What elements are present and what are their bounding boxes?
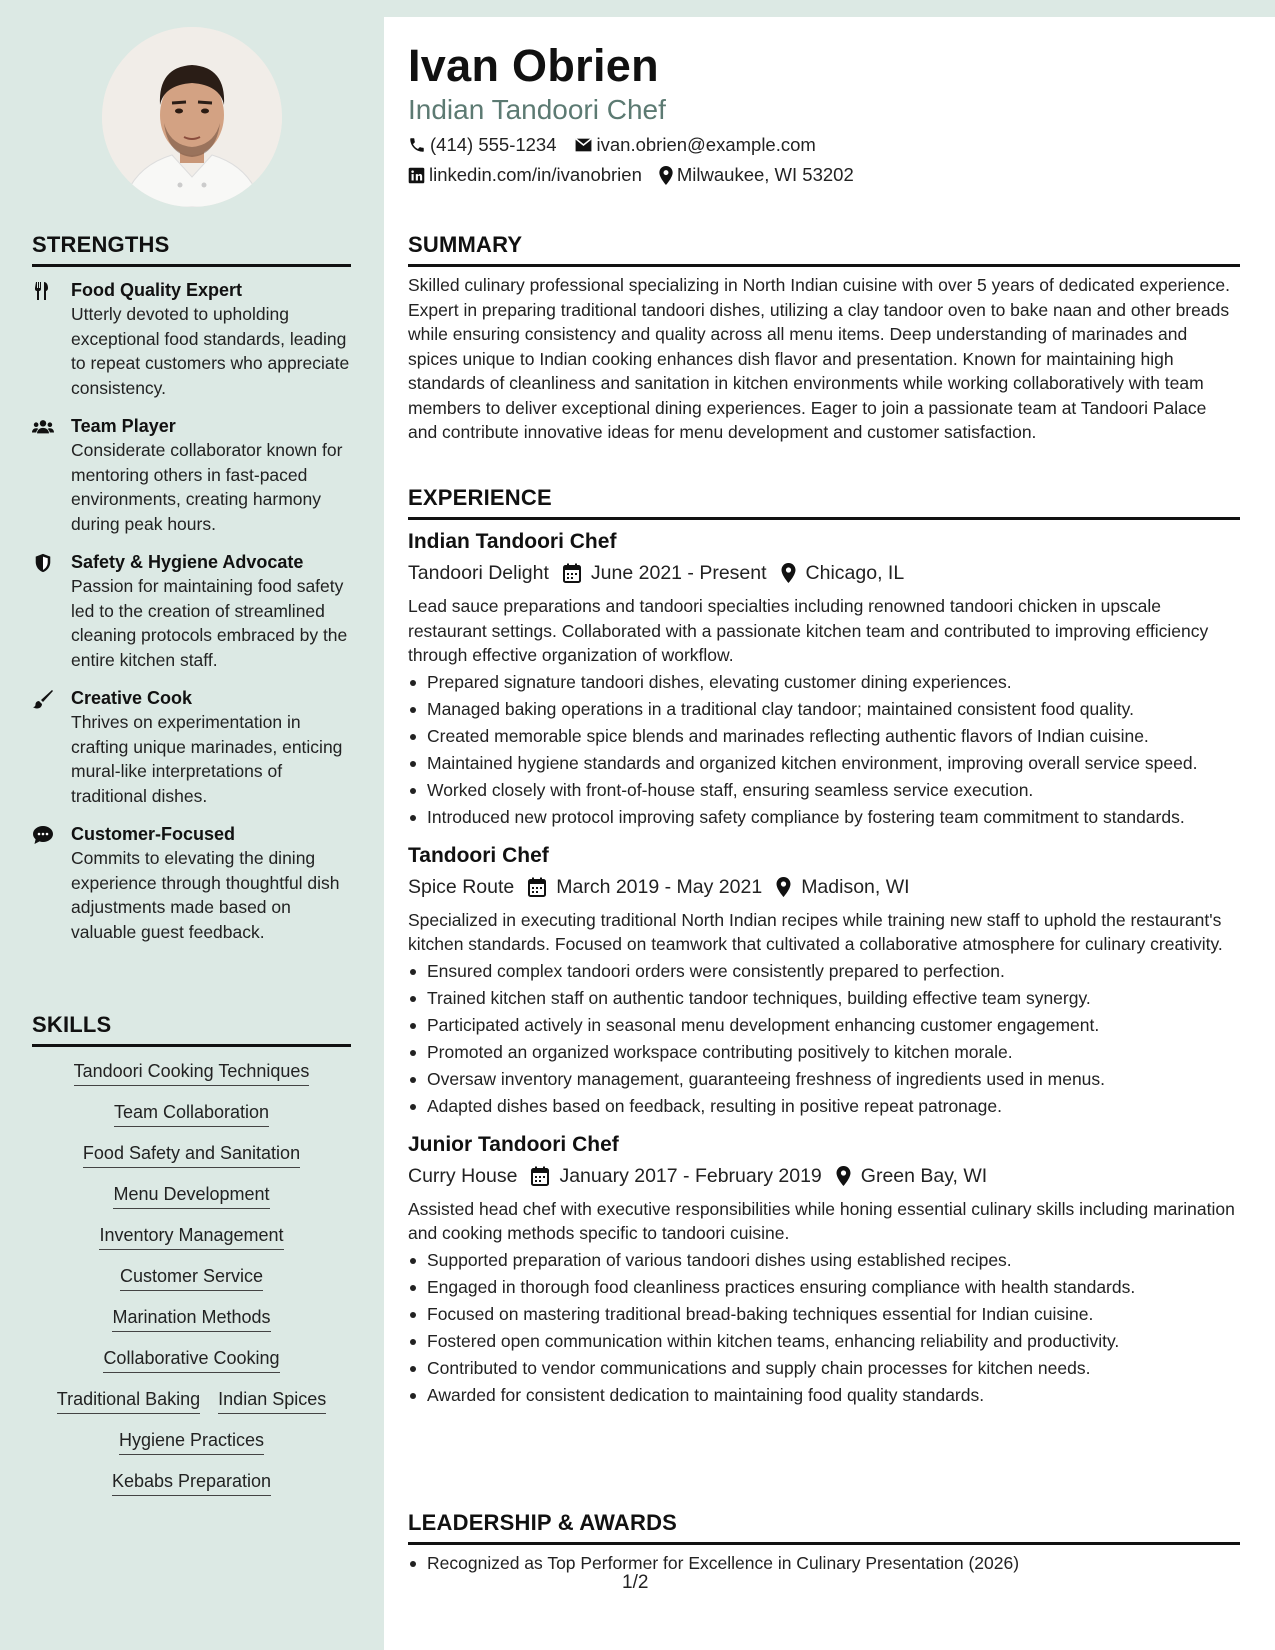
job-dates-wrap: [563, 558, 767, 588]
job-entry: [408, 1131, 1240, 1408]
candidate-name: Ivan Obrien: [408, 40, 659, 91]
brush-icon: [32, 689, 54, 709]
job-location: Chicago, IL: [805, 562, 905, 584]
job-location-wrap: [776, 872, 909, 902]
utensils-icon: [32, 281, 54, 301]
phone-text[interactable]: (414) 555-1234: [430, 134, 557, 155]
strength-item: [32, 550, 351, 672]
experience-section: [408, 485, 1240, 1408]
strength-item: [32, 686, 351, 808]
email-text[interactable]: ivan.obrien@example.com: [596, 134, 816, 155]
shield-icon: [32, 553, 54, 573]
strength-title: Safety & Hygiene Advocate: [71, 552, 304, 572]
job-description: Specialized in executing traditional North Indian recipes while training new staff to uphold the restaurant's kitchen standards. Focused on teamwork that cultivated a collaborative atmosphere for culinary creativity.: [408, 909, 1223, 954]
list-item: Contributed to vendor communications and supply chain processes for kitchen needs.: [408, 1356, 1240, 1381]
job-meta: [408, 872, 1240, 902]
list-item: Adapted dishes based on feedback, resulting in positive repeat patronage.: [408, 1094, 1240, 1119]
skill-tag: Menu Development: [113, 1182, 269, 1209]
skill-tag: Hygiene Practices: [119, 1428, 264, 1455]
list-item: Introduced new protocol improving safety compliance by fostering team commitment to standards.: [408, 805, 1240, 830]
list-item: Focused on mastering traditional bread-baking techniques essential for Indian cuisine.: [408, 1302, 1240, 1327]
strength-desc: Passion for maintaining food safety led to the creation of streamlined cleaning protocols embraced by the entire kitchen staff.: [71, 576, 348, 670]
section-divider: [408, 1542, 1240, 1545]
strength-title: Team Player: [71, 416, 176, 436]
contact-row-1: [408, 134, 833, 156]
job-bullets: [408, 959, 1240, 1119]
skill-tag: Tandoori Cooking Techniques: [74, 1059, 310, 1086]
job-description: Lead sauce preparations and tandoori specialties including renowned tandoori chicken in upscale restaurant settings. Collaborated with a passionate kitchen team and contributed to improving efficiency through effective organization of workflow.: [408, 596, 1209, 665]
strength-item: [32, 822, 351, 944]
job-meta: [408, 558, 1240, 588]
section-divider: [408, 264, 1240, 267]
list-item: Worked closely with front-of-house staff, ensuring seamless service execution.: [408, 778, 1240, 803]
job-entry: [408, 842, 1240, 1119]
skill-tag: Inventory Management: [99, 1223, 283, 1250]
email-icon: [574, 137, 593, 153]
job-dates-wrap: [531, 1161, 821, 1191]
job-title: Junior Tandoori Chef: [408, 1132, 619, 1156]
calendar-icon: [563, 563, 581, 583]
phone-contact: [408, 134, 557, 156]
calendar-icon: [531, 1166, 549, 1186]
profile-photo: [102, 27, 282, 207]
list-item: Maintained hygiene standards and organized kitchen environment, improving overall service speed.: [408, 751, 1240, 776]
job-company: Curry House: [408, 1164, 518, 1187]
skill-tag: Collaborative Cooking: [103, 1346, 279, 1373]
strength-title: Food Quality Expert: [71, 280, 243, 300]
section-divider: [32, 264, 351, 267]
list-item: Ensured complex tandoori orders were consistently prepared to perfection.: [408, 959, 1240, 984]
list-item: Prepared signature tandoori dishes, elevating customer dining experiences.: [408, 670, 1240, 695]
email-contact: [574, 134, 816, 156]
leadership-heading: LEADERSHIP & AWARDS: [408, 1510, 678, 1535]
job-dates: March 2019 - May 2021: [556, 875, 763, 898]
section-divider: [408, 517, 1240, 520]
list-item: Participated actively in seasonal menu development enhancing customer engagement.: [408, 1013, 1240, 1038]
list-item: Trained kitchen staff on authentic tandoor techniques, building effective team synergy.: [408, 986, 1240, 1011]
strength-title: Creative Cook: [71, 688, 193, 708]
map-marker-icon: [781, 563, 796, 583]
list-item: Recognized as Top Performer for Excellence in Culinary Presentation (2026): [408, 1551, 1240, 1576]
list-item: Supported preparation of various tandoori dishes using established recipes.: [408, 1248, 1240, 1273]
leadership-section: [408, 1510, 1240, 1576]
strength-item: [32, 414, 351, 536]
candidate-role: Indian Tandoori Chef: [408, 94, 666, 125]
comment-icon: [32, 825, 54, 845]
summary-heading: SUMMARY: [408, 232, 523, 257]
linkedin-icon: [408, 167, 425, 184]
strengths-heading: STRENGTHS: [32, 232, 170, 257]
job-dates: January 2017 - February 2019: [559, 1164, 822, 1187]
list-item: Oversaw inventory management, guaranteeing freshness of ingredients used in menus.: [408, 1067, 1240, 1092]
skill-tag: Food Safety and Sanitation: [83, 1141, 300, 1168]
job-title: Indian Tandoori Chef: [408, 530, 617, 553]
linkedin-text[interactable]: linkedin.com/in/ivanobrien: [429, 164, 642, 185]
job-entry: [408, 528, 1240, 830]
job-location-wrap: [781, 558, 905, 588]
strength-item: [32, 278, 351, 400]
location-text: Milwaukee, WI 53202: [676, 164, 854, 185]
job-company: Tandoori Delight: [408, 562, 549, 584]
list-item: Awarded for consistent dedication to maintaining food quality standards.: [408, 1383, 1240, 1408]
map-marker-icon: [836, 1166, 851, 1186]
summary-section: [408, 232, 1240, 445]
users-icon: [32, 417, 54, 437]
map-marker-icon: [659, 166, 673, 185]
strength-desc: Commits to elevating the dining experience through thoughtful dish adjustments made based on valuable guest feedback.: [71, 848, 340, 942]
job-dates-wrap: [528, 872, 762, 902]
strength-title: Customer-Focused: [71, 824, 236, 844]
job-location: Green Bay, WI: [860, 1164, 988, 1187]
map-marker-icon: [776, 877, 791, 897]
strength-desc: Utterly devoted to upholding exceptional food standards, leading to repeat customers who appreciate consistency.: [71, 304, 350, 398]
skill-tag: Team Collaboration: [114, 1100, 269, 1127]
job-location: Madison, WI: [801, 875, 910, 898]
summary-text: Skilled culinary professional specializing in North Indian cuisine with over 5 years of dedicated experience. Expert in preparing traditional tandoori dishes, utilizing a clay tandoor oven to bake naan and other breads while ensuring consistency and quality across all menu items. Deep understanding of marinades and spices unique to Indian cooking enhances dish flavor and presentation. Known for maintaining high standards of cleanliness and sanitation in kitchen environments while working collaboratively with team members to deliver exceptional dining experiences. Eager to join a passionate team at Tandoori Palace and contribute innovative ideas for menu development and customer satisfaction.: [408, 275, 1230, 442]
skill-tag: Indian Spices: [218, 1387, 326, 1414]
list-item: Engaged in thorough food cleanliness practices ensuring compliance with health standards.: [408, 1275, 1240, 1300]
job-description: Assisted head chef with executive responsibilities while honing essential culinary skills including marination and cooking methods specific to tandoori cuisine.: [408, 1198, 1235, 1243]
strength-desc: Thrives on experimentation in crafting unique marinades, enticing mural-like interpretations of traditional dishes.: [71, 712, 343, 806]
experience-heading: EXPERIENCE: [408, 485, 552, 510]
phone-icon: [408, 136, 426, 154]
contact-row-2: [408, 164, 871, 186]
job-title: Tandoori Chef: [408, 843, 549, 867]
job-meta: [408, 1161, 1240, 1191]
leadership-bullets: [408, 1551, 1240, 1576]
strength-desc: Considerate collaborator known for mentoring others in fast-paced environments, creating harmony during peak hours.: [71, 440, 343, 534]
skill-tag: Customer Service: [120, 1264, 263, 1291]
linkedin-contact: [408, 164, 642, 186]
strengths-section: [32, 232, 351, 944]
calendar-icon: [528, 877, 546, 897]
skills-heading: SKILLS: [32, 1012, 112, 1037]
skill-tag: Traditional Baking: [57, 1387, 200, 1414]
job-bullets: [408, 670, 1240, 830]
skill-tag: Kebabs Preparation: [112, 1469, 271, 1496]
location-contact: [659, 164, 854, 186]
job-location-wrap: [836, 1161, 987, 1191]
list-item: Promoted an organized workspace contributing positively to kitchen morale.: [408, 1040, 1240, 1065]
job-bullets: [408, 1248, 1240, 1408]
skill-tag: Marination Methods: [112, 1305, 270, 1332]
job-company: Spice Route: [408, 875, 515, 898]
list-item: Created memorable spice blends and marinades reflecting authentic flavors of Indian cuisine.: [408, 724, 1240, 749]
list-item: Managed baking operations in a traditional clay tandoor; maintained consistent food quality.: [408, 697, 1240, 722]
list-item: Fostered open communication within kitchen teams, enhancing reliability and productivity.: [408, 1329, 1240, 1354]
job-dates: June 2021 - Present: [590, 562, 767, 584]
skills-section: [32, 1012, 351, 1496]
page-number: 1/2: [622, 1572, 649, 1593]
